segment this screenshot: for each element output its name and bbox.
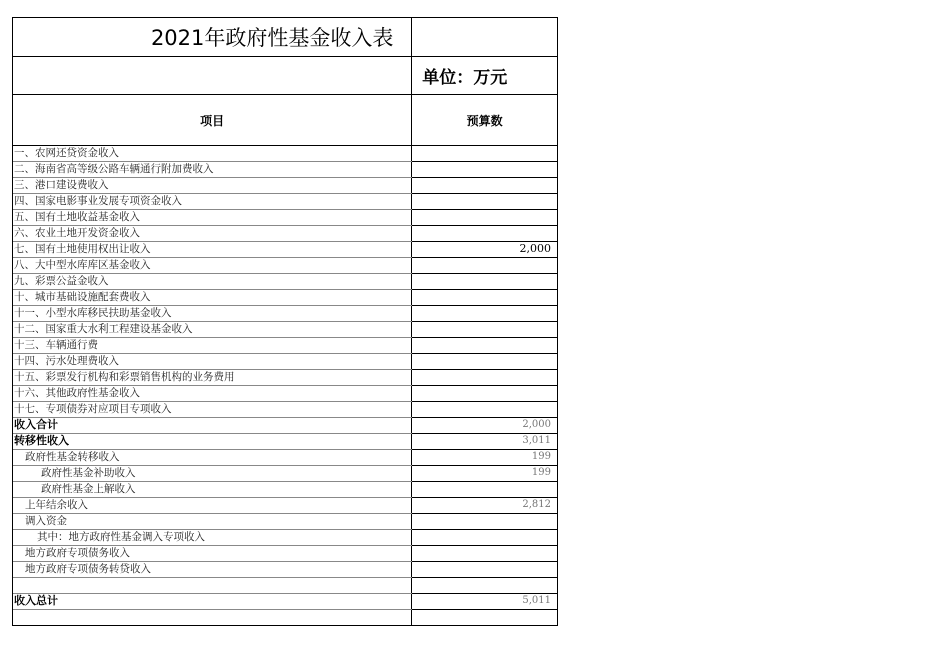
table-row [13,290,557,306]
row-value: 2,000 [412,242,557,258]
title-empty-cell [412,18,557,56]
table-row [13,322,557,338]
row-value [412,306,557,322]
table-row [13,354,557,370]
row-value [412,162,557,178]
row-value: 5,011 [412,594,557,610]
row-item: 七、国有土地使用权出让收入 [13,242,412,257]
row-item: 十三、车辆通行费 [13,338,412,353]
table-title: 2021年政府性基金收入表 [13,18,412,56]
row-item: 十七、专项债券对应项目专项收入 [13,402,412,417]
table-row [13,226,557,242]
row-value [412,354,557,370]
table-row [13,194,557,210]
row-value: 2,812 [412,498,557,514]
title-row [13,18,557,57]
row-value: 2,000 [412,418,557,434]
row-item: 收入总计 [13,594,412,609]
row-value [412,530,557,546]
row-item: 八、大中型水库库区基金收入 [13,258,412,273]
table-row [13,418,557,434]
table-row [13,498,557,514]
row-item: 政府性基金补助收入 [13,466,412,481]
row-value [412,258,557,274]
budget-table [12,17,558,626]
row-item: 十二、国家重大水利工程建设基金收入 [13,322,412,337]
table-row [13,386,557,402]
row-value [412,610,557,626]
table-row [13,178,557,194]
row-value [412,226,557,242]
table-row [13,338,557,354]
row-item: 四、国家电影事业发展专项资金收入 [13,194,412,209]
table-row [13,306,557,322]
row-value [412,322,557,338]
table-row [13,402,557,418]
row-value: 3,011 [412,434,557,450]
row-value [412,274,557,290]
column-header-budget: 预算数 [466,113,503,128]
row-value [412,546,557,562]
table-row [13,274,557,290]
table-row [13,482,557,498]
table-row [13,578,557,594]
row-value [412,146,557,162]
row-item: 十六、其他政府性基金收入 [13,386,412,401]
table-row [13,562,557,578]
row-value [412,290,557,306]
row-item: 地方政府专项债务转贷收入 [13,562,412,577]
table-row [13,162,557,178]
table-row [13,530,557,546]
table-row [13,466,557,482]
table-row [13,258,557,274]
row-item: 十五、彩票发行机构和彩票销售机构的业务费用 [13,370,412,385]
row-item: 五、国有土地收益基金收入 [13,210,412,225]
row-value: 199 [412,450,557,466]
row-value: 199 [412,466,557,482]
row-value [412,210,557,226]
table-row [13,514,557,530]
row-value [412,402,557,418]
row-item: 地方政府专项债务收入 [13,546,412,561]
row-item: 转移性收入 [13,434,412,449]
row-value [412,514,557,530]
row-item: 九、彩票公益金收入 [13,274,412,289]
row-item: 二、海南省高等级公路车辆通行附加费收入 [13,162,412,177]
row-item: 十四、污水处理费收入 [13,354,412,369]
row-item: 六、农业土地开发资金收入 [13,226,412,241]
row-value [412,194,557,210]
table-row [13,146,557,162]
table-row [13,210,557,226]
row-value [412,178,557,194]
row-item: 一、农网还贷资金收入 [13,146,412,161]
table-row [13,434,557,450]
row-item [13,578,412,593]
row-item: 调入资金 [13,514,412,529]
table-row [13,594,557,610]
row-item: 政府性基金转移收入 [13,450,412,465]
row-value [412,482,557,498]
unit-empty-cell [13,57,412,94]
column-header-item: 项目 [13,95,412,145]
header-row [13,95,557,146]
row-item [13,610,412,625]
table-row [13,610,557,625]
table-row [13,242,557,258]
table-row [13,450,557,466]
row-item: 收入合计 [13,418,412,433]
row-item: 其中：地方政府性基金调入专项收入 [13,530,412,545]
row-value [412,578,557,594]
table-row [13,546,557,562]
row-value [412,370,557,386]
row-value [412,338,557,354]
unit-row [13,57,557,95]
row-item: 三、港口建设费收入 [13,178,412,193]
row-value [412,386,557,402]
row-item: 十一、小型水库移民扶助基金收入 [13,306,412,321]
row-item: 政府性基金上解收入 [13,482,412,497]
row-item: 十、城市基础设施配套费收入 [13,290,412,305]
row-item: 上年结余收入 [13,498,412,513]
unit-label: 单位：万元 [422,68,508,88]
row-value [412,562,557,578]
table-row [13,370,557,386]
